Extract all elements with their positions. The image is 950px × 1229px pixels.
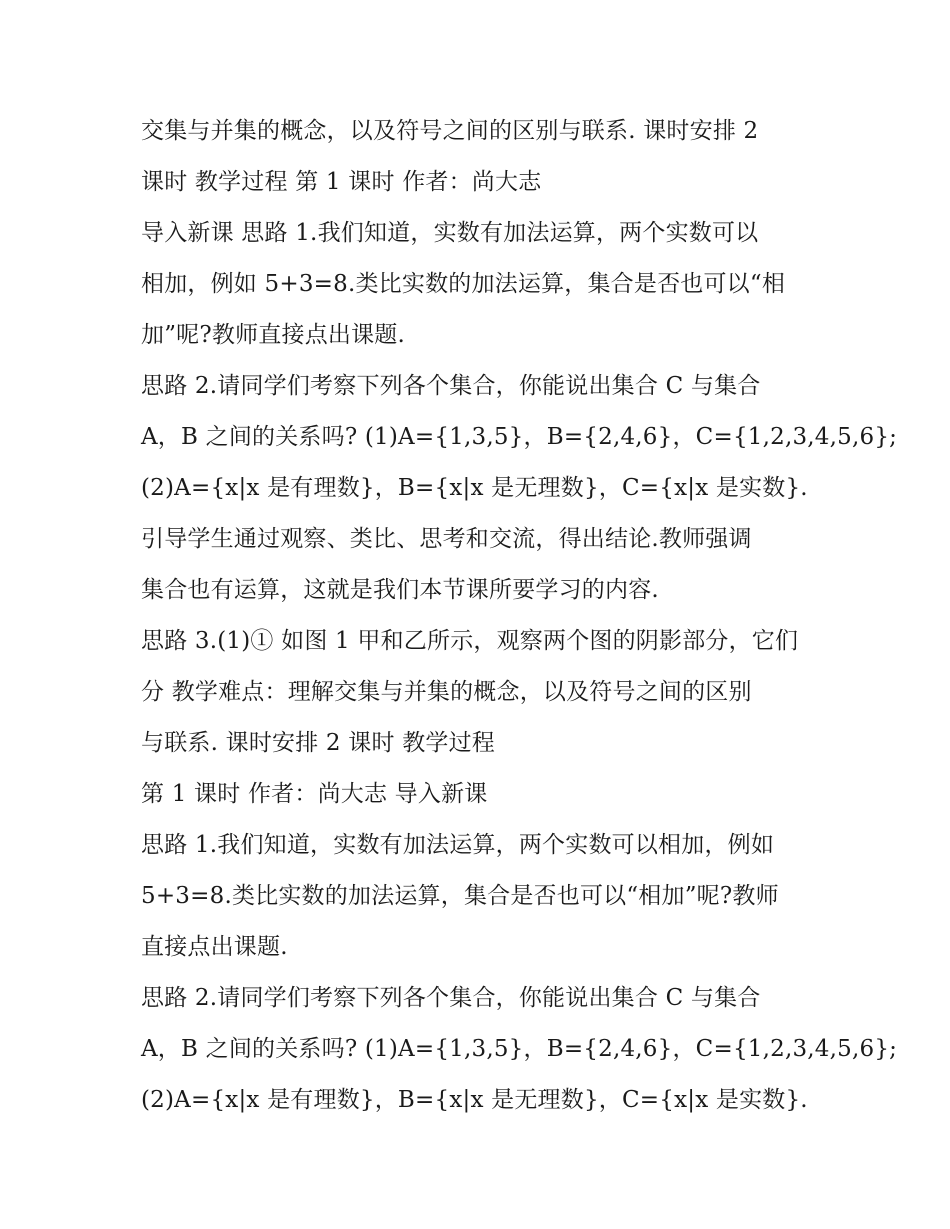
text-line: (2)A={x|x 是有理数}，B={x|x 是无理数}，C={x|x 是实数}. — [141, 475, 808, 501]
text-line: 集合也有运算，这就是我们本节课所要学习的内容. — [141, 577, 659, 603]
text-line: 思路 3.(1)① 如图 1 甲和乙所示，观察两个图的阴影部分，它们 — [141, 628, 799, 654]
text-line: 分 教学难点：理解交集与并集的概念，以及符号之间的区别 — [141, 679, 752, 705]
text-line: 交集与并集的概念，以及符号之间的区别与联系. 课时安排 2 — [141, 118, 759, 144]
text-line: 思路 1.我们知道，实数有加法运算，两个实数可以相加，例如 — [141, 832, 775, 858]
text-line: 相加，例如 5+3=8.类比实数的加法运算，集合是否也可以“相 — [141, 271, 786, 297]
document-body — [141, 106, 898, 1126]
text-line: 课时 教学过程 第 1 课时 作者：尚大志 — [141, 169, 542, 195]
text-line: 引导学生通过观察、类比、思考和交流，得出结论.教师强调 — [141, 526, 752, 552]
text-line: A，B 之间的关系吗? (1)A={1,3,5}，B={2,4,6}，C={1,2,3,4,5,6}; — [141, 424, 898, 450]
text-line: 思路 2.请同学们考察下列各个集合，你能说出集合 C 与集合 — [141, 373, 761, 399]
text-line: 5+3=8.类比实数的加法运算，集合是否也可以“相加”呢?教师 — [141, 883, 779, 909]
text-line: 加”呢?教师直接点出课题. — [141, 322, 406, 348]
text-line: (2)A={x|x 是有理数}，B={x|x 是无理数}，C={x|x 是实数}. — [141, 1087, 808, 1113]
text-line: 第 1 课时 作者：尚大志 导入新课 — [141, 781, 488, 807]
text-line: 与联系. 课时安排 2 课时 教学过程 — [141, 730, 495, 756]
text-line: 直接点出课题. — [141, 934, 288, 960]
text-line: 思路 2.请同学们考察下列各个集合，你能说出集合 C 与集合 — [141, 985, 761, 1011]
text-line: 导入新课 思路 1.我们知道，实数有加法运算，两个实数可以 — [141, 220, 759, 246]
text-line: A，B 之间的关系吗? (1)A={1,3,5}，B={2,4,6}，C={1,2,3,4,5,6}; — [141, 1036, 898, 1062]
